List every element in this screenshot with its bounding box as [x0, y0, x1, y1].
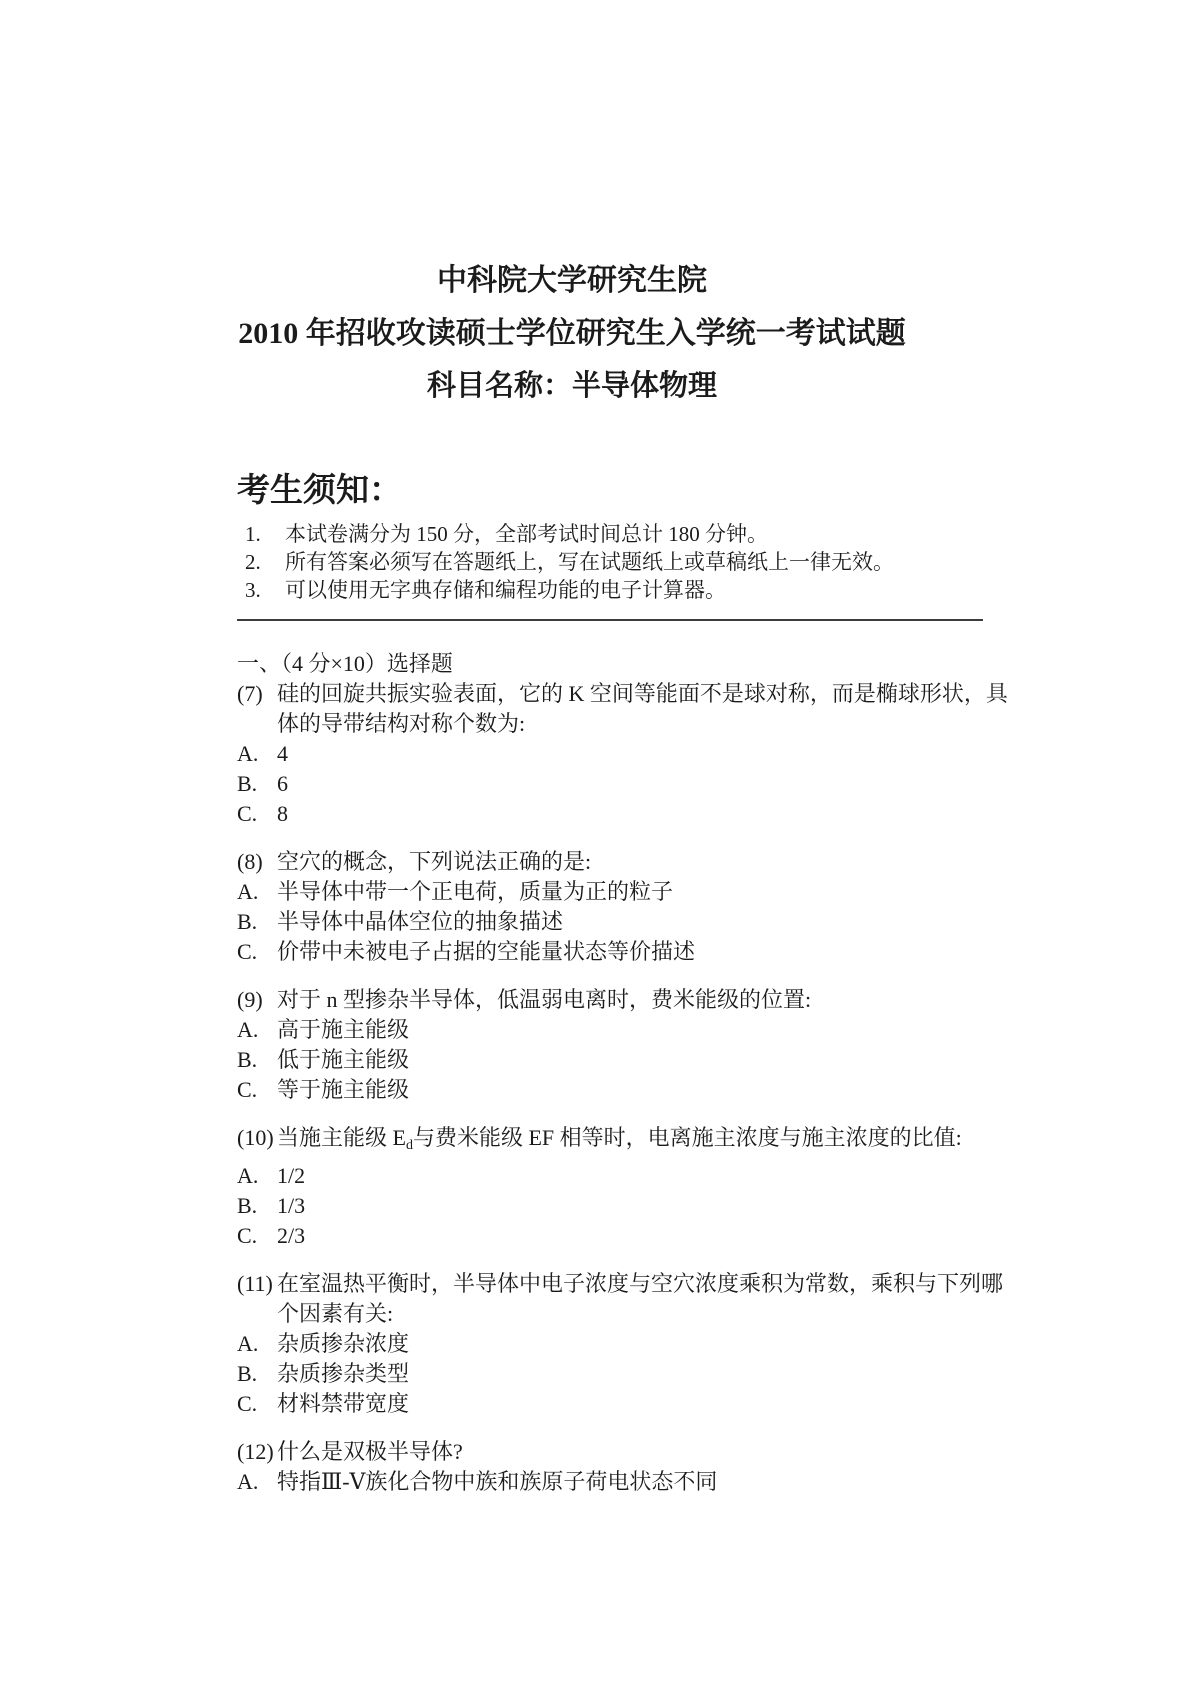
question-line	[237, 1437, 983, 1467]
option-text: 杂质掺杂浓度	[277, 1331, 410, 1356]
notice-item-number: 1.	[245, 522, 261, 546]
subscript-text: d	[405, 1138, 413, 1153]
option-label: A.	[237, 1469, 259, 1494]
option-text: 6	[277, 771, 288, 796]
question-10	[237, 1123, 983, 1251]
option-text: 材料禁带宽度	[277, 1391, 410, 1416]
question-line	[237, 709, 983, 739]
option-row	[237, 1329, 983, 1359]
question-number: (9)	[237, 987, 263, 1012]
question-text: 个因素有关:	[277, 1301, 394, 1326]
option-label: A.	[237, 1017, 259, 1042]
option-label: C.	[237, 1223, 258, 1248]
notice-item	[245, 520, 983, 548]
option-row	[237, 799, 983, 829]
option-text: 等于施主能级	[277, 1077, 410, 1102]
question-text: 当施主能级 E	[277, 1125, 406, 1150]
option-text: 半导体中带一个正电荷，质量为正的粒子	[277, 879, 674, 904]
option-text: 1/3	[277, 1193, 306, 1218]
option-text: 价带中未被电子占据的空能量状态等价描述	[277, 939, 696, 964]
question-line	[237, 1123, 983, 1161]
notice-item-text: 所有答案必须写在答题纸上，写在试题纸上或草稿纸上一律无效。	[285, 550, 894, 574]
question-7	[237, 679, 1008, 829]
divider-rule	[237, 619, 983, 621]
option-row	[237, 1467, 983, 1497]
option-label: C.	[237, 939, 258, 964]
question-text: 空穴的概念，下列说法正确的是:	[277, 849, 592, 874]
option-label: B.	[237, 1361, 258, 1386]
notice-list	[245, 520, 983, 604]
option-label: A.	[237, 879, 259, 904]
option-row	[237, 1191, 983, 1221]
option-label: A.	[237, 1163, 259, 1188]
option-row	[237, 739, 983, 769]
option-row	[237, 1359, 983, 1389]
section-heading: 一、（4 分×10）选择题	[237, 651, 453, 676]
question-line	[237, 679, 1008, 709]
title-subject: 科目名称：半导体物理	[426, 370, 717, 402]
exam-title-block	[237, 0, 907, 407]
question-line	[237, 985, 983, 1015]
title-exam-name: 2010 年招收攻读硕士学位研究生入学统一考试试题	[238, 317, 906, 350]
question-text: 对于 n 型掺杂半导体，低温弱电离时，费米能级的位置:	[277, 987, 812, 1012]
option-label: A.	[237, 741, 259, 766]
option-label: B.	[237, 1193, 258, 1218]
notice-item-number: 3.	[245, 578, 261, 602]
option-text: 1/2	[277, 1163, 306, 1188]
option-text: 8	[277, 801, 288, 826]
title-institution: 中科院大学研究生院	[437, 264, 707, 297]
question-line	[237, 1299, 983, 1329]
question-text: 体的导带结构对称个数为:	[277, 711, 526, 736]
option-text: 杂质掺杂类型	[277, 1361, 410, 1386]
question-text: 在室温热平衡时，半导体中电子浓度与空穴浓度乘积为常数，乘积与下列哪	[277, 1271, 1004, 1296]
question-number: (11)	[237, 1271, 273, 1296]
option-text: 低于施主能级	[277, 1047, 410, 1072]
option-text: 高于施主能级	[277, 1017, 410, 1042]
question-number: (10)	[237, 1125, 274, 1150]
question-8	[237, 847, 983, 967]
notice-item-text: 本试卷满分为 150 分，全部考试时间总计 180 分钟。	[285, 522, 768, 546]
question-11	[237, 1269, 1004, 1419]
question-line	[237, 1269, 1004, 1299]
option-row	[237, 1389, 983, 1419]
option-text: 特指Ⅲ-Ⅴ族化合物中族和族原子荷电状态不同	[277, 1469, 718, 1494]
option-text: 半导体中晶体空位的抽象描述	[277, 909, 564, 934]
option-row	[237, 937, 983, 967]
option-row	[237, 907, 983, 937]
option-row	[237, 877, 983, 907]
page-content	[237, 0, 1008, 1497]
notice-item-text: 可以使用无字典存储和编程功能的电子计算器。	[285, 578, 726, 602]
option-row	[237, 1075, 983, 1105]
option-label: C.	[237, 801, 258, 826]
option-row	[237, 1045, 983, 1075]
question-number: (7)	[237, 681, 263, 706]
option-label: B.	[237, 909, 258, 934]
notice-item	[245, 576, 983, 604]
question-text: 硅的回旋共振实验表面，它的 K 空间等能面不是球对称，而是椭球形状，具	[277, 681, 1008, 706]
option-label: C.	[237, 1077, 258, 1102]
notice-heading: 考生须知：	[237, 473, 402, 509]
question-text: 什么是双极半导体?	[277, 1439, 463, 1464]
question-line	[237, 847, 983, 877]
option-row	[237, 1015, 983, 1045]
option-row	[237, 1161, 983, 1191]
option-label: B.	[237, 1047, 258, 1072]
option-label: B.	[237, 771, 258, 796]
question-number: (8)	[237, 849, 263, 874]
option-label: A.	[237, 1331, 259, 1356]
notice-item	[245, 548, 983, 576]
notice-item-number: 2.	[245, 550, 261, 574]
option-text: 4	[277, 741, 288, 766]
question-number: (12)	[237, 1439, 274, 1464]
option-text: 2/3	[277, 1223, 306, 1248]
option-label: C.	[237, 1391, 258, 1416]
question-12	[237, 1437, 983, 1497]
question-text: 与费米能级 EF 相等时，电离施主浓度与施主浓度的比值:	[412, 1125, 962, 1150]
question-9	[237, 985, 983, 1105]
option-row	[237, 769, 983, 799]
option-row	[237, 1221, 983, 1251]
